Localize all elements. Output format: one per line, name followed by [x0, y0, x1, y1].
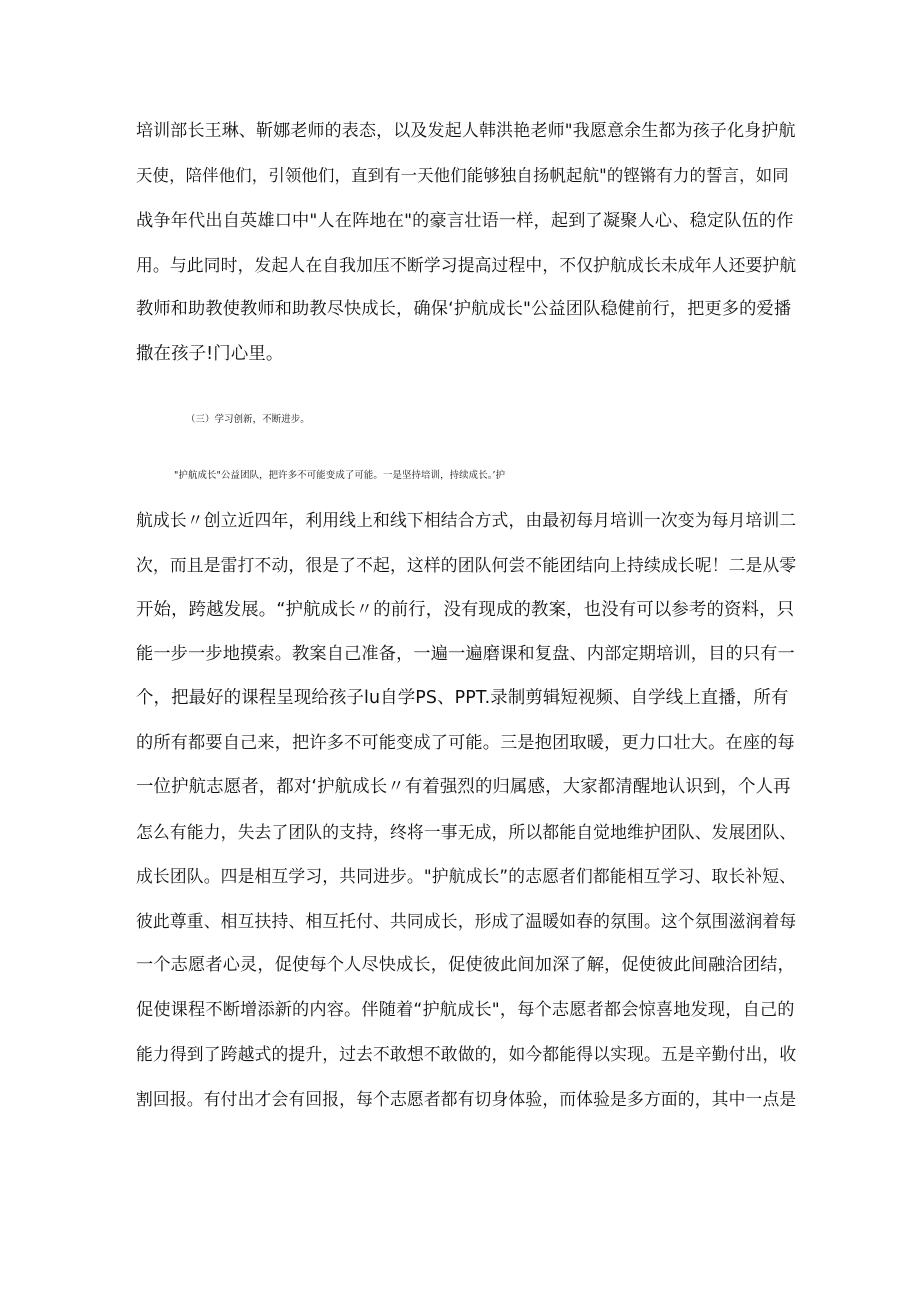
- section-heading: （三）学习创新，不断进步。: [186, 414, 310, 425]
- text-line: 怎么有能力，失去了团队的支持，终将一事无成，所以都能自觉地维护团队、发展团队、: [136, 822, 797, 842]
- text-line: 割回报。有付出才会有回报，每个志愿者都有切身体验，而体验是多方面的，其中一点是: [136, 1089, 797, 1109]
- text-line: 能一步一步地摸索。教案自己准备，一遍一遍磨课和复盘、内部定期培训，目的只有一: [136, 644, 795, 664]
- text-line: 促使课程不断增添新的内容。伴随着“护航成长"，每个志愿者都会惊喜地发现，自己的: [136, 1000, 795, 1020]
- text-line: 次，而且是雷打不动，很是了不起，这样的团队何尝不能团结向上持续成长呢！二是从零: [136, 555, 797, 575]
- text-line: 彼此尊重、相互扶持、相互托付、共同成长，形成了温暖如春的氛围。这个氛围滋润着每: [136, 911, 797, 931]
- text-line: 教师和助教使教师和助教尽快成长，确保‘护航成长"公益团队稳健前行，把更多的爱播: [136, 299, 792, 319]
- text-line: 开始，跨越发展。“护航成长〃的前行，没有现成的教案，也没有可以参考的资料，只: [136, 600, 795, 620]
- paragraph-first-line: "护航成长"公益团队，把许多不可能变成了可能。一是坚持培训，持续成长。’护: [174, 470, 506, 481]
- text-line: 一个志愿者心灵，促使每个人尽快成长，促使彼此间加深了解，促使彼此间融洽团结，: [136, 955, 795, 975]
- text-line: 航成长〃创立近四年，利用线上和线下相结合方式，由最初每月培训一次变为每月培训二: [136, 510, 797, 530]
- text-line: 用。与此同时，发起人在自我加压不断学习提高过程中，不仅护航成长未成年人还要护航: [136, 255, 797, 275]
- text-line: 战争年代出自英雄口中"人在阵地在"的豪言壮语一样，起到了凝聚人心、稳定队伍的作: [136, 211, 794, 231]
- text-line: 的所有都要自己来，把许多不可能变成了可能。三是抱团取暖，更力口壮大。在座的每: [136, 733, 795, 753]
- text-line: 一位护航志愿者，都对‘护航成长〃有着强烈的归属感，大家都清醒地认识到，个人再: [136, 777, 791, 797]
- text-line: 培训部长王琳、靳娜老师的表态，以及发起人韩洪艳老师"我愿意余生都为孩子化身护航: [136, 121, 796, 141]
- text-line: 个，把最好的课程呈现给孩子lu自学PS、PPT.录制剪辑短视频、自学线上直播，所有: [136, 688, 789, 708]
- text-line: 成长团队。四是相互学习，共同进步。"护航成长”的志愿者们都能相互学习、取长补短、: [136, 866, 797, 886]
- text-line: 撒在孩子!门心里。: [136, 344, 284, 364]
- text-line: 天使，陪伴他们，引领他们，直到有一天他们能够独自扬帆起航"的铿锵有力的誓言，如同: [136, 166, 789, 185]
- text-line: 能力得到了跨越式的提升，过去不敢想不敢做的，如今都能得以实现。五是辛勤付出，收: [136, 1044, 797, 1064]
